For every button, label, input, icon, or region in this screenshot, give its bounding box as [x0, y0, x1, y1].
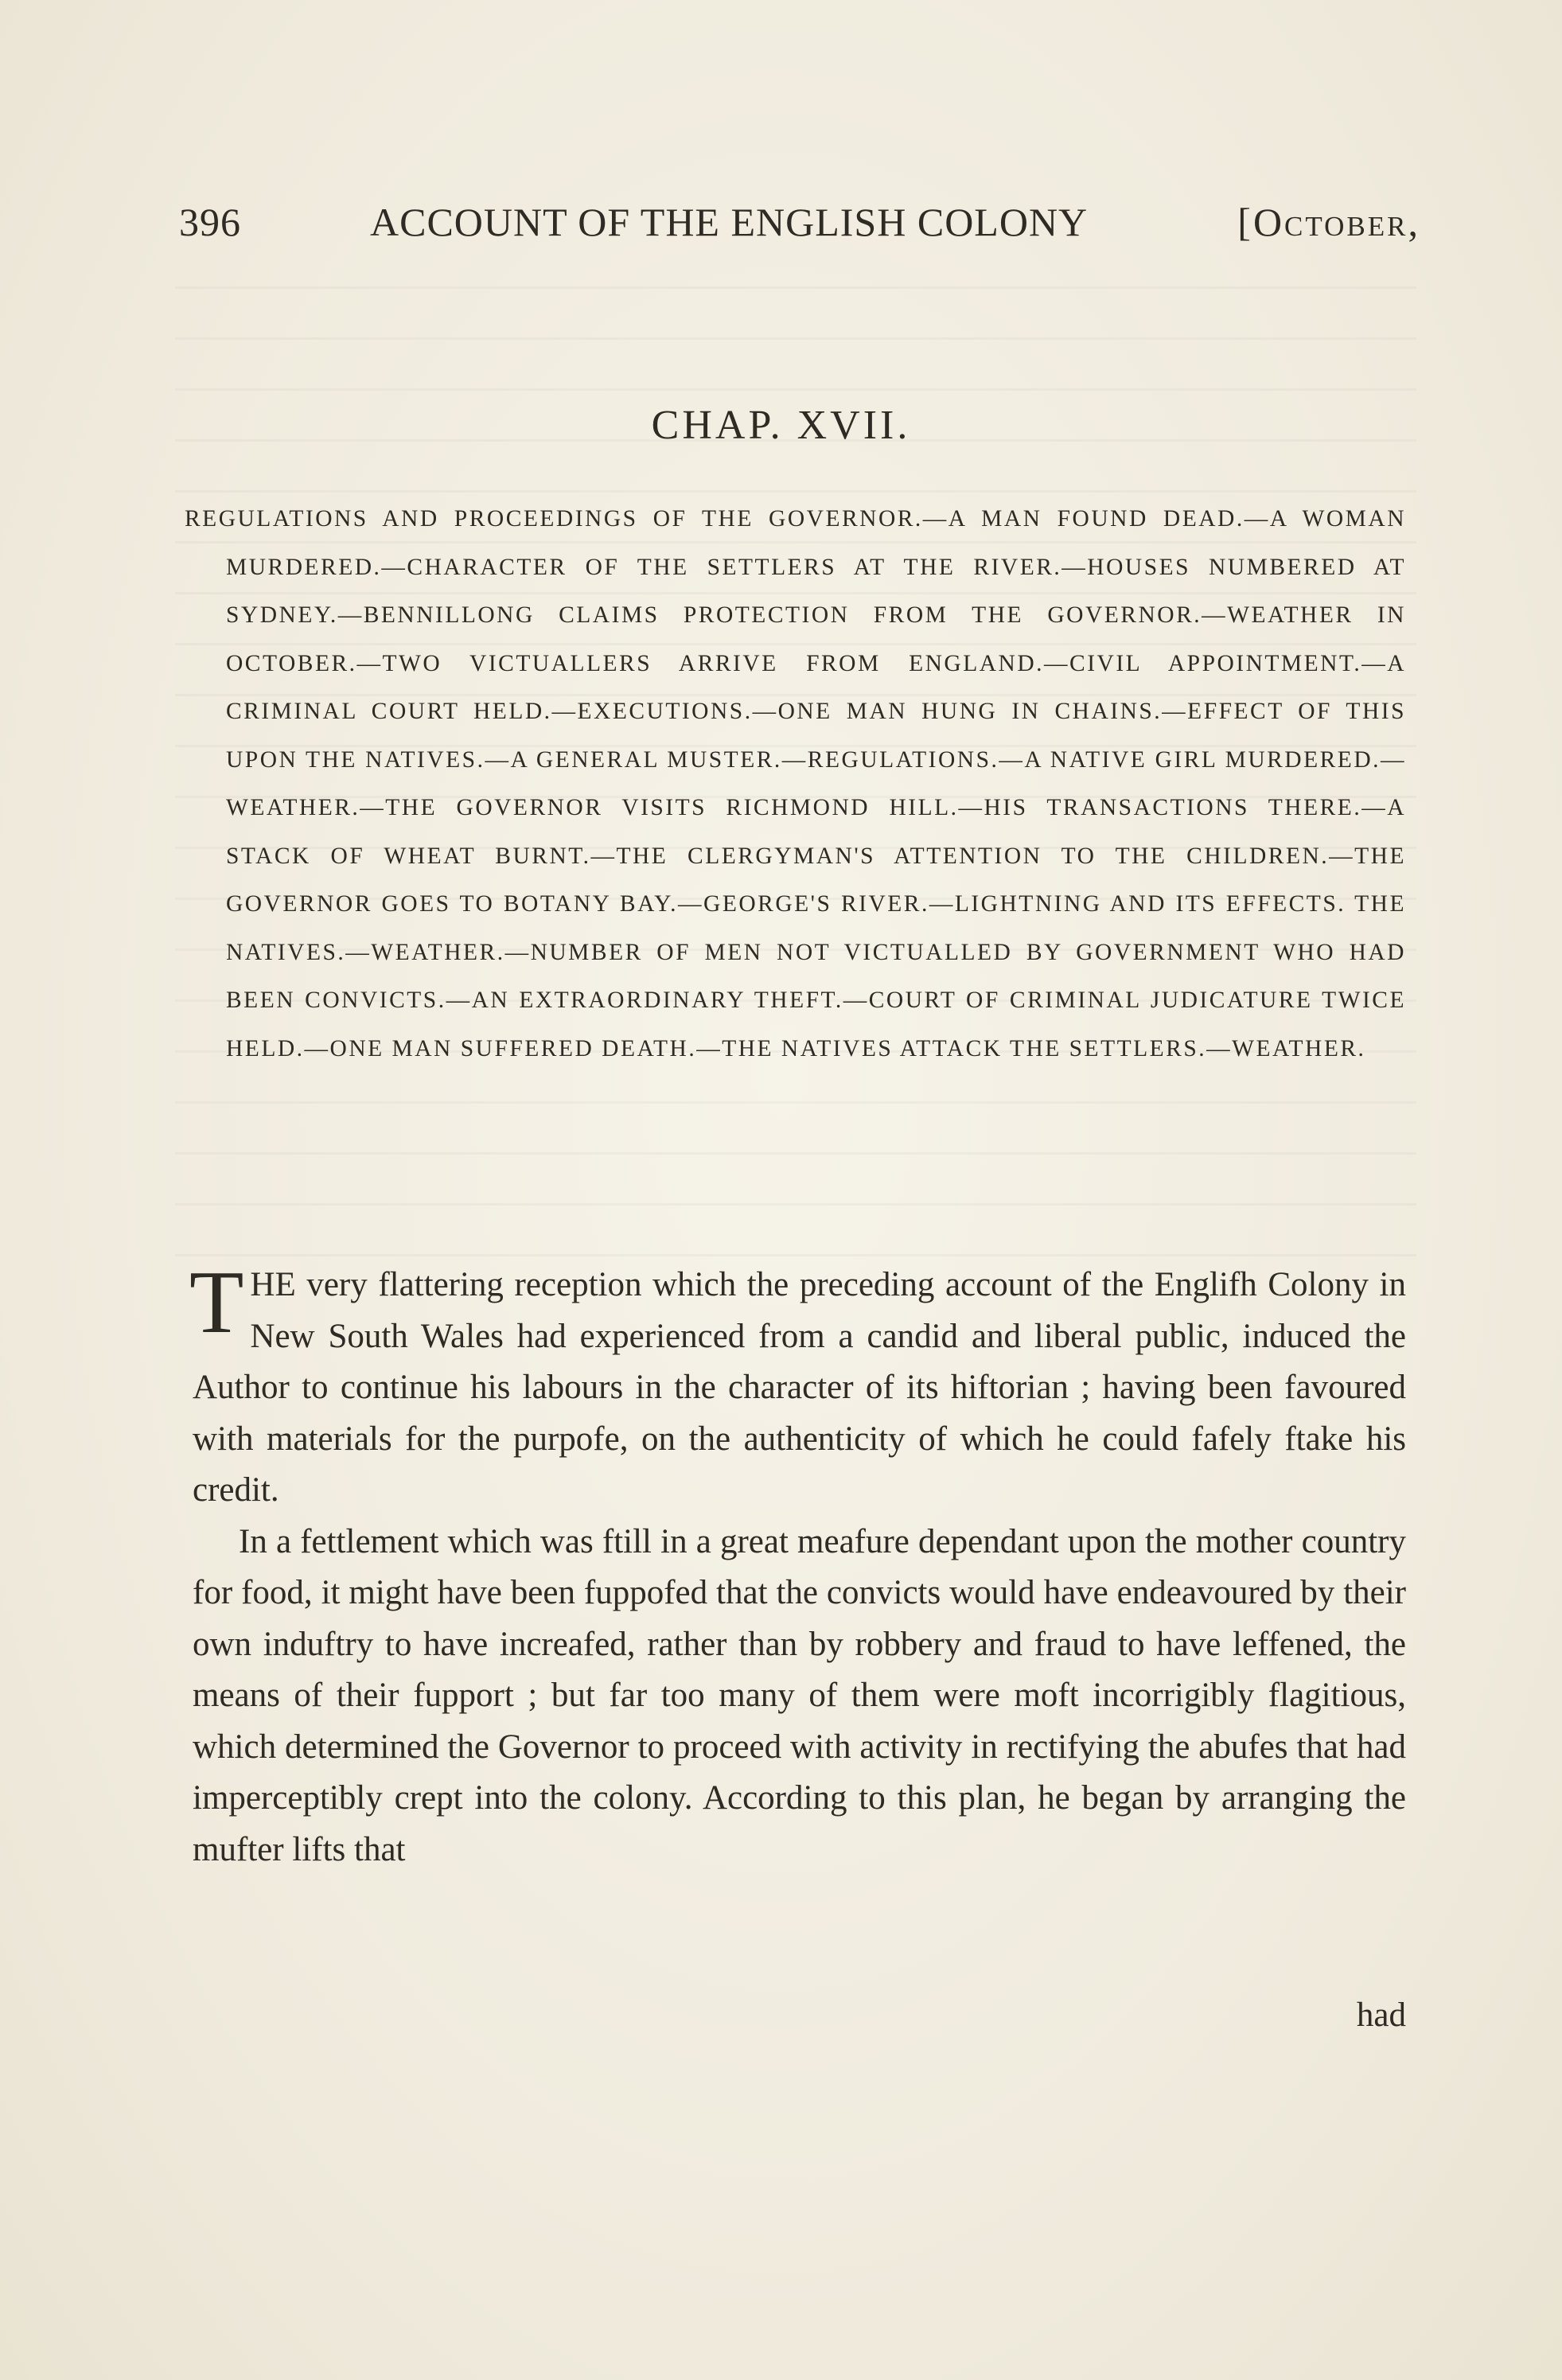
paragraph-two: In a fettlement which was ftill in a great meafure dependant upon the mother country for food, it might have been fuppofed that the convicts would have endeavoured by their own induftry to have increafed, rather than by robbery and fraud to have leffened, the means of their fupport ; but far too many of them were moft incorrigibly flagitious, which determined the Governor to proceed with activity in rectifying the abufes that had imperceptibly crept into the colony. According to this plan, he began by arranging the mufter lifts that: [193, 1522, 1406, 1868]
body-text: [189, 1253, 1406, 1876]
paragraph-one-text: HE very flattering reception which the preceding account of the Englifh Colony in New South Wales had experienced from a candid and liberal public, induced the Author to continue his labours in the character of its hiftorian ; having been favoured with materials for the purpofe, on the authenticity of which he could fafely ftake his credit.: [193, 1266, 1406, 1509]
page-number: 396: [179, 200, 241, 244]
running-month: [October,: [1237, 200, 1420, 244]
catchword: had: [1356, 1996, 1406, 2034]
running-head: [179, 199, 1420, 255]
chapter-summary: [185, 495, 1406, 1073]
running-title: ACCOUNT OF THE ENGLISH COLONY: [370, 200, 1089, 244]
drop-cap: T: [189, 1253, 244, 1352]
chapter-summary-text: REGULATIONS AND PROCEEDINGS OF THE GOVERNOR.—A MAN FOUND DEAD.—A WOMAN MURDERED.—CHARACTER OF THE SETTLERS AT THE RIVER.—HOUSES NUMBERED AT SYDNEY.—BENNILLONG CLAIMS PROTECTION FROM THE GOVERNOR.—WEATHER IN OCTOBER.—TWO VICTUALLERS ARRIVE FROM ENGLAND.—CIVIL APPOINTMENT.—A CRIMINAL COURT HELD.—EXECUTIONS.—ONE MAN HUNG IN CHAINS.—EFFECT OF THIS UPON THE NATIVES.—A GENERAL MUSTER.—REGULATIONS.—A NATIVE GIRL MURDERED.—WEATHER.—THE GOVERNOR VISITS RICHMOND HILL.—HIS TRANSACTIONS THERE.—A STACK OF WHEAT BURNT.—THE CLERGYMAN'S ATTENTION TO THE CHILDREN.—THE GOVERNOR GOES TO BOTANY BAY.—GEORGE'S RIVER.—LIGHTNING AND ITS EFFECTS. THE NATIVES.—WEATHER.—NUMBER OF MEN NOT VICTUALLED BY GOVERNMENT WHO HAD BEEN CONVICTS.—AN EXTRAORDINARY THEFT.—COURT OF CRIMINAL JUDICATURE TWICE HELD.—ONE MAN SUFFERED DEATH.—THE NATIVES ATTACK THE SETTLERS.—WEATHER.: [185, 506, 1406, 1061]
chapter-heading: CHAP. XVII.: [651, 403, 911, 448]
paragraph-one: [189, 1253, 1406, 1517]
